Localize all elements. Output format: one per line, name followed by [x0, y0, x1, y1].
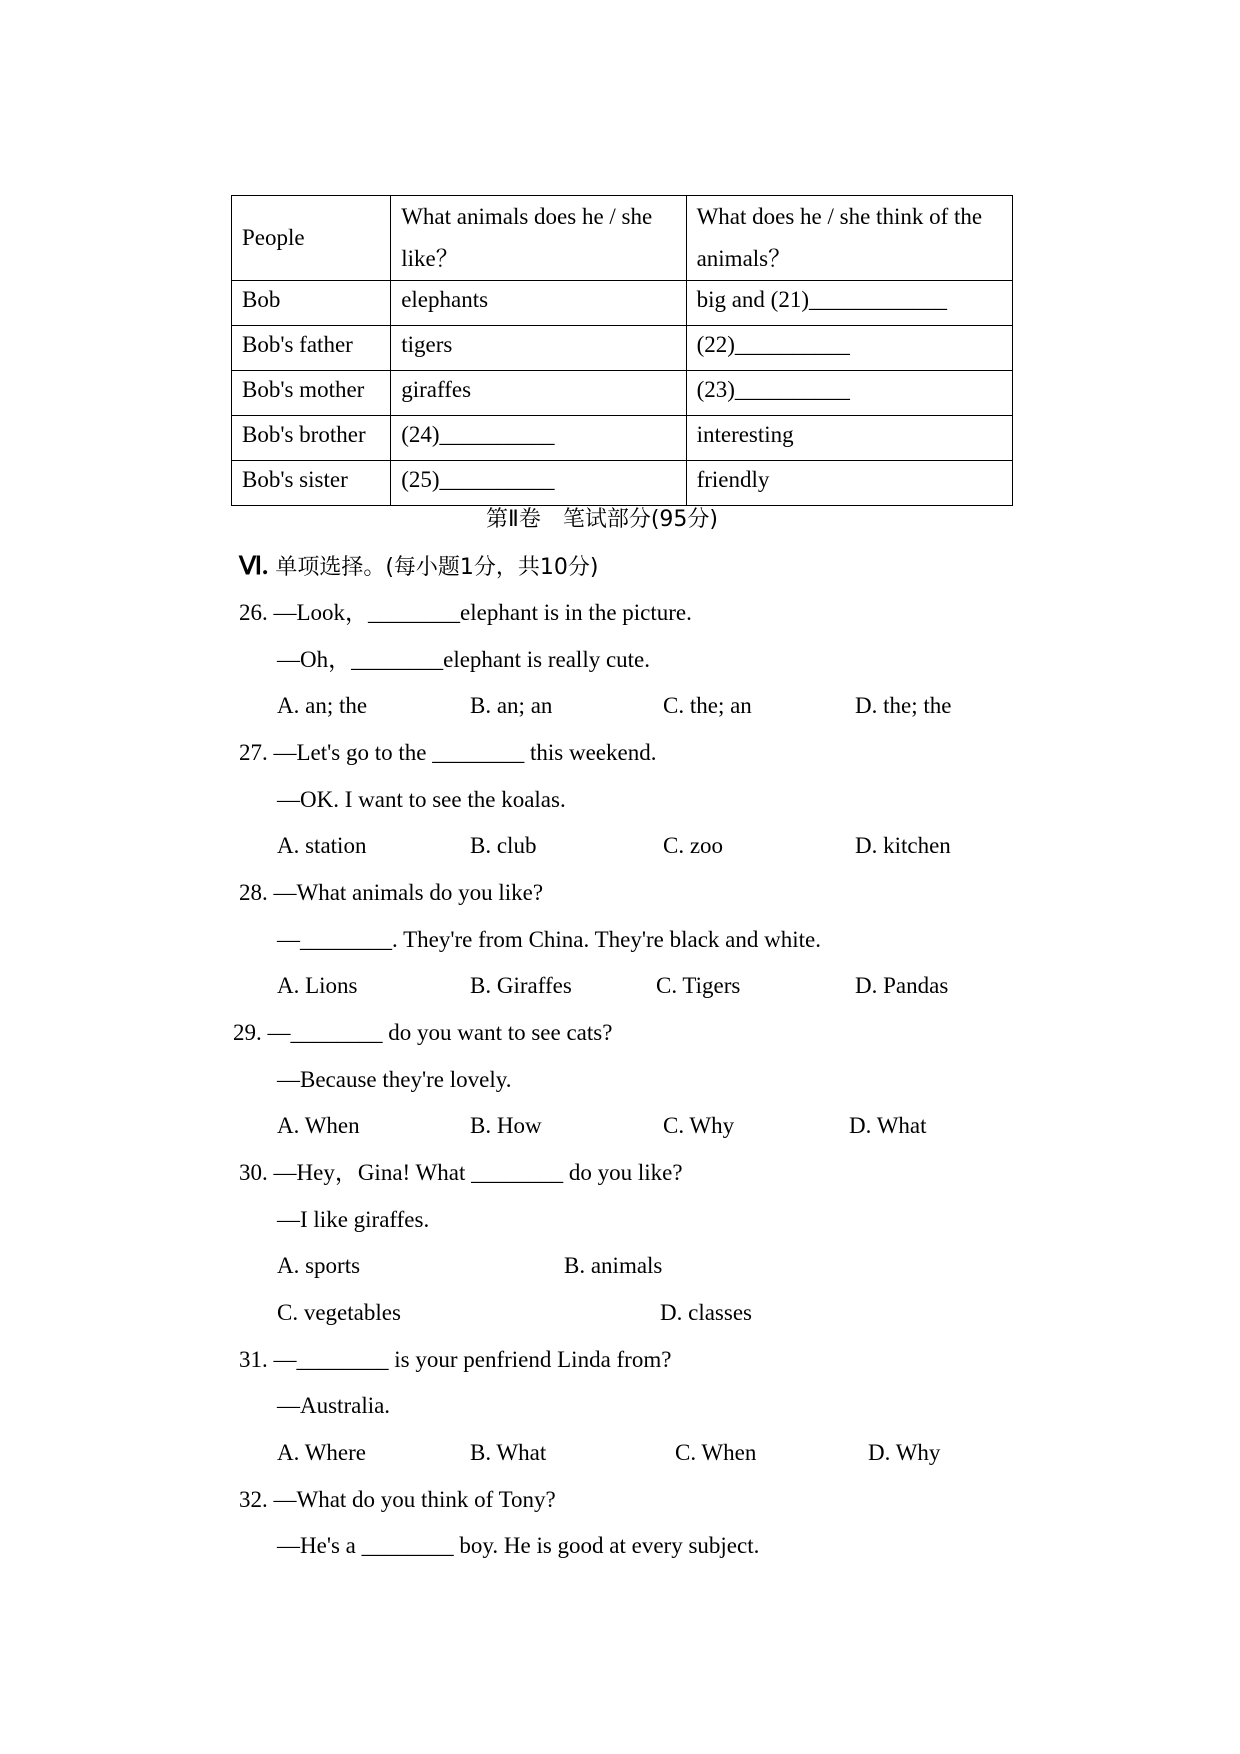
table-header-cell: What does he / she think of the animals？ [686, 196, 1012, 281]
option-a: A. Lions [277, 973, 358, 998]
table-row [232, 416, 1013, 461]
table-cell: Bob's sister [232, 461, 391, 506]
question-stem: 28. —What animals do you like? [239, 880, 544, 905]
question-reply: —Because they're lovely. [277, 1067, 512, 1092]
option-a: A. an; the [277, 693, 368, 718]
option-b: B. an; an [470, 693, 553, 718]
table-cell: (23)__________ [686, 371, 1012, 416]
option-c: C. zoo [663, 833, 724, 858]
question-stem: 29. —________ do you want to see cats? [233, 1020, 613, 1045]
question-stem: 27. —Let's go to the ________ this weekend. [239, 740, 657, 765]
part-title: 单项选择。(每小题1分，共10分) [275, 555, 599, 580]
table-cell: (24)__________ [391, 416, 686, 461]
table-cell: Bob's brother [232, 416, 391, 461]
option-d: D. kitchen [855, 833, 951, 858]
table-header-cell: People [232, 196, 391, 281]
option-c: C. the; an [663, 693, 752, 718]
option-a: A. When [277, 1113, 360, 1138]
question-stem: 32. —What do you think of Tony? [239, 1487, 556, 1512]
question-stem: 31. —________ is your penfriend Linda from? [239, 1347, 672, 1372]
question-reply: —Australia. [277, 1393, 391, 1418]
option-b: B. What [470, 1440, 547, 1465]
table-cell: elephants [391, 281, 686, 326]
table-header-row [232, 196, 1013, 281]
option-d: D. classes [660, 1300, 752, 1325]
table-header-cell: What animals does he / she like？ [391, 196, 686, 281]
option-c: C. vegetables [277, 1300, 401, 1325]
option-d: D. the; the [855, 693, 952, 718]
option-b: B. club [470, 833, 537, 858]
part-roman-numeral: Ⅵ. [239, 553, 269, 580]
animals-table [231, 195, 1013, 506]
question-stem: 26. —Look，________elephant is in the picture. [239, 600, 692, 625]
question-reply: —I like giraffes. [277, 1207, 430, 1232]
option-c: C. When [675, 1440, 757, 1465]
table-cell: Bob [232, 281, 391, 326]
option-d: D. Pandas [855, 973, 949, 998]
option-d: D. Why [868, 1440, 941, 1465]
table-cell: tigers [391, 326, 686, 371]
option-a: A. sports [277, 1253, 361, 1278]
question-reply: —Oh，________elephant is really cute. [277, 647, 651, 672]
table-cell: friendly [686, 461, 1012, 506]
table-row [232, 461, 1013, 506]
table-row [232, 326, 1013, 371]
option-b: B. animals [564, 1253, 663, 1278]
table-cell: Bob's father [232, 326, 391, 371]
question-stem: 30. —Hey，Gina! What ________ do you like? [239, 1160, 683, 1185]
option-b: B. Giraffes [470, 973, 572, 998]
table-cell: (25)__________ [391, 461, 686, 506]
table-cell: giraffes [391, 371, 686, 416]
option-a: A. station [277, 833, 367, 858]
option-c: C. Why [663, 1113, 735, 1138]
option-a: A. Where [277, 1440, 366, 1465]
table-cell: Bob's mother [232, 371, 391, 416]
table-row [232, 281, 1013, 326]
table-cell: interesting [686, 416, 1012, 461]
question-reply: —He's a ________ boy. He is good at every subject. [277, 1533, 760, 1558]
option-d: D. What [849, 1113, 927, 1138]
question-reply: —OK. I want to see the koalas. [277, 787, 566, 812]
section-title: 第Ⅱ卷 笔试部分(95分) [486, 507, 718, 532]
question-reply: —________. They're from China. They're black and white. [277, 927, 821, 952]
table-cell: big and (21)____________ [686, 281, 1012, 326]
table-cell: (22)__________ [686, 326, 1012, 371]
option-c: C. Tigers [656, 973, 741, 998]
table-row [232, 371, 1013, 416]
part-heading [239, 552, 598, 583]
option-b: B. How [470, 1113, 542, 1138]
